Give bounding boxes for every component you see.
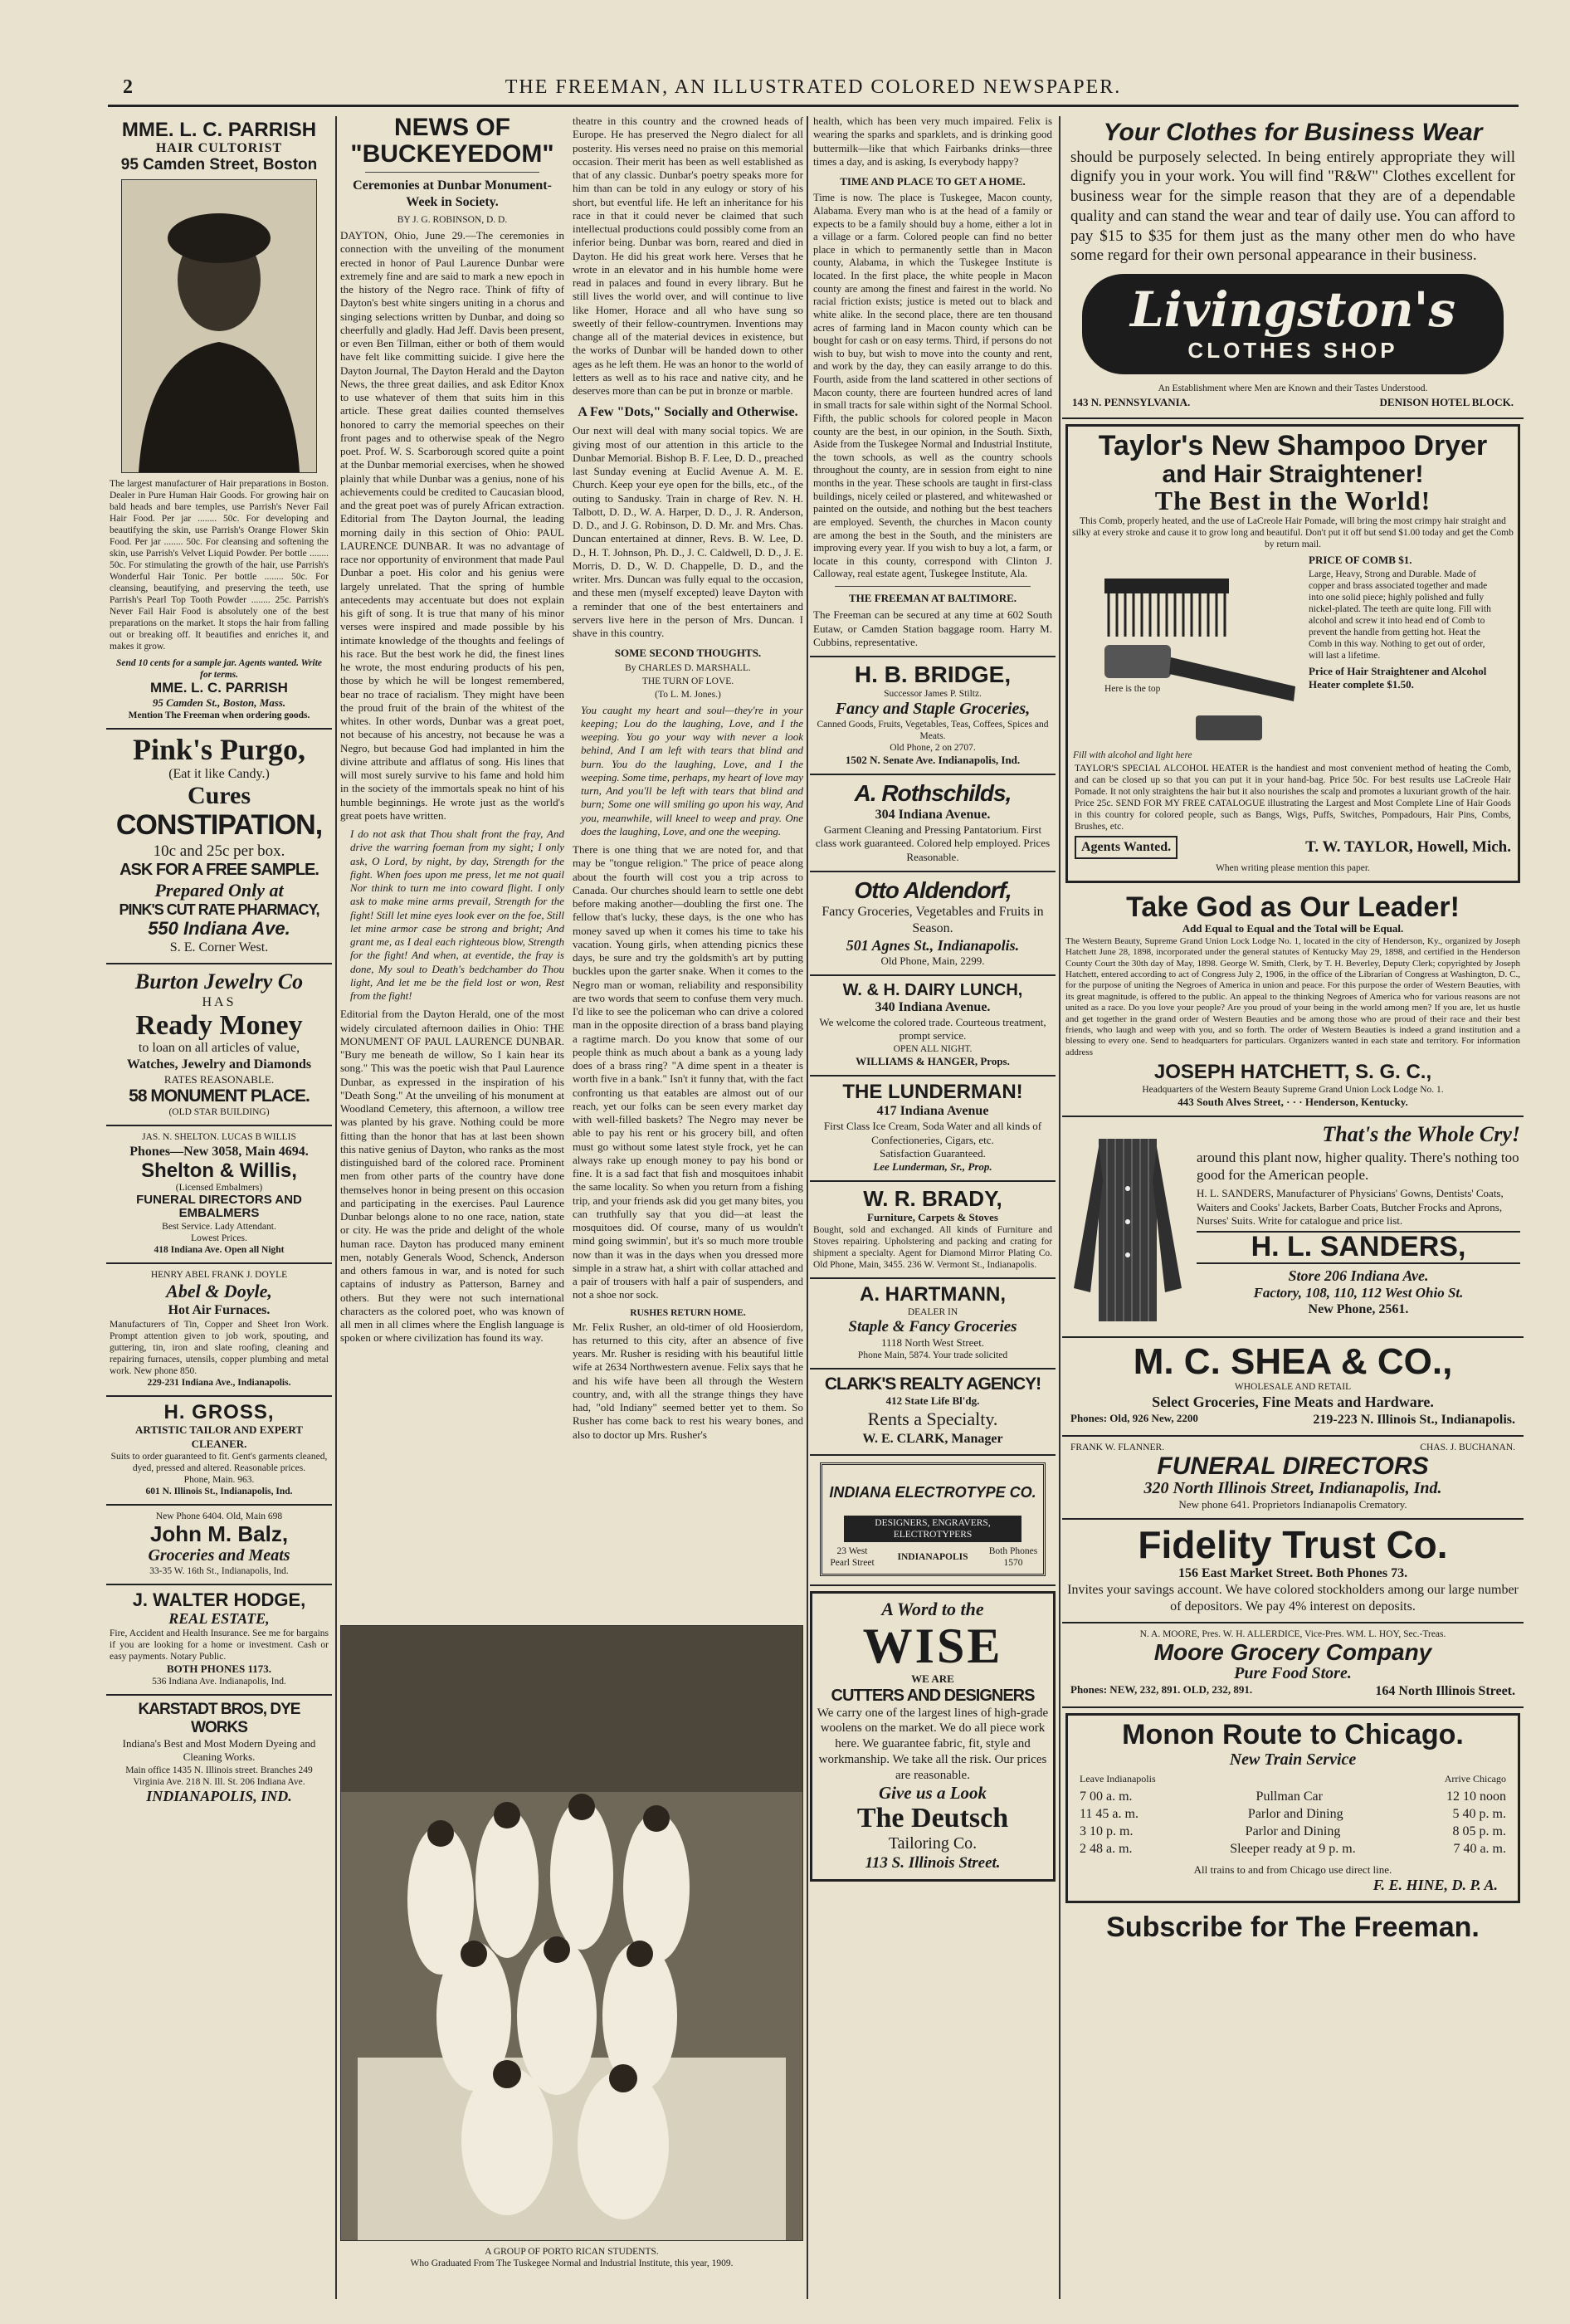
comb-desc: Large, Heavy, Strong and Durable. Made of copper and brass associated together and made into one solid piece; highly polished and fully nickel-plated. The teeth are quite long. Fill with alcohol and screw it into head end of Comb to prevent the handle from getting hot. Heat the Comb in this way. Nothing to get out of order, will last a lifetime.	[1309, 569, 1491, 662]
parrish-sample: Send 10 cents for a sample jar. Agents wanted. Write for terms.	[115, 658, 323, 681]
moore-row	[1070, 1683, 1515, 1700]
hodge-trade: REAL ESTATE,	[168, 1609, 270, 1627]
deutsch-text: We carry one of the largest lines of high-grade woolens on the market. We do all piece work here. We guarantee fabric, fit, style and workmanship. We take all the risk. Our prices are reasonable.	[817, 1706, 1049, 1782]
abel-firm: Abel & Doyle,	[166, 1280, 272, 1301]
deutsch-tailoring: Tailoring Co.	[888, 1834, 978, 1853]
thoughts-text: There is one thing that we are noted for, and that may be "tongue religion." The price of peace along about the fourth will cost you a trip across to Canada. Our churches should learn to settle one debt before making another—doubling the first one. The fellow that's lucky, these days, is the one who has money saved up when it comes his time to take his vacation. Young girls, when attending picnics these days, be sure and try the goldsmith's art by putting buckles upon the garter snake. When it comes to the Negro man or woman, reliability and responsibility are two words that seem to confuse them very much. I'd like to see the policeman who can drive a colored man in the opposite direction of a brass band playing a ragtime march. Do you know that some of our people think as much about a bank as a young lady does of a brass ring? "A dime spent in a theater is worth five in a bank." Isn't it funny that, with the fact confronting us that eatables are almost out of our reach, yet our folks can be seen every market day with well-filled baskets? The Negro may never be able to pay his rent or his grocery bill, and often must go without some latest style frock, yet he can always rake up enough money to pay his bond or fine. It is a sad fact that fish and mosquitoes inhabit the same locality. So when you return from a fishing trip, and your friends ask did you get many bites, you can truthfully say that you did—at least the mosquitoes did. Of course, many of us wouldn't mind going swimmin', but it's so much more trouble now than it was in the days when you dressed more simple in a straw hat, a shirt with collar attached and a pair of trousers with half a pair of suspenders, and not a shoe nor sock.	[573, 843, 803, 1301]
taylor-details	[1309, 554, 1501, 761]
column-3	[810, 115, 1056, 2306]
burton-rates: RATES REASONABLE.	[163, 1073, 275, 1086]
parrish-text: The largest manufacturer of Hair preparations in Boston. Dealer in Pure Human Hair Goods. For growing hair on bald heads and bare temples, use Parrish's Never Fail Hair Food. Per jar ........ 50c. For developing and beautifying the skin, use Parrish's Orange Flower Skin Food. Per jar ........ 50c. For cleansing and softening the skin, use Parrish's Velvet Liquid Powder. Per bottle ........ 50c. For stimulating the growth of the hair, use Parrish's Wonderful Hair Tonic. Per bottle ........ 50c. For cleansing, beautifying, and preserving the teeth, use Parrish's Pearl Top Tooth Powder ........ 25c. Parrish's Never Fail Hair Food is absolutely one of the best preparations on the market. It stops the hair from falling out or breaking off. It beautifies and enriches it, and makes it grow.	[110, 479, 329, 652]
hodge-ad	[106, 1585, 332, 1697]
monon-car: Pullman Car	[1256, 1789, 1323, 1804]
brady-ad	[810, 1182, 1056, 1279]
purgo-title: Pink's Purgo,	[132, 733, 306, 767]
purgo-corner: S. E. Corner West.	[169, 940, 269, 954]
shelton-ad	[106, 1126, 332, 1263]
column-2	[340, 115, 803, 2306]
clark-rents: Rents a Specialty.	[867, 1409, 998, 1430]
brady-name: W. R. BRADY,	[863, 1186, 1002, 1212]
sanders-name: H. L. SANDERS,	[1197, 1231, 1520, 1264]
electrotype-frame	[820, 1462, 1046, 1577]
shea-phones: Phones: Old, 926 New, 2200	[1070, 1411, 1198, 1424]
karstadt-tag: Indiana's Best and Most Modern Dyeing and Cleaning Works.	[122, 1737, 316, 1764]
hodge-address: 536 Indiana Ave. Indianapolis, Ind.	[152, 1677, 286, 1687]
article-right	[573, 115, 803, 1442]
bridge-phone: Old Phone, 2 on 2707.	[890, 742, 976, 753]
deutsch-look: Give us a Look	[878, 1783, 987, 1804]
article-subhead: Ceremonies at Dunbar Monument-Week in Society.	[353, 178, 552, 209]
aldendorf-ad	[810, 872, 1056, 976]
bridge-name: H. B. BRIDGE,	[854, 662, 1012, 687]
article-text-2: Editorial from the Dayton Herald, one of the most widely circulated afternoon dailies in Ohio: THE MONUMENT OF PAUL LAURENCE DUNBAR. "Bury me beneath de willow, So I kain hear its song." This was the poetic wish that Paul Laurence Dunbar, as expressed in the inspiration of his "Death Song." At the unveiling of his monument at Woodland Cemetery, this afternoon, a willow tree was planted by his grave. Nothing could be more fitting than the honor that has at last been shown this native genius of Dayton, who ranks as the most distinguished bard of the colored race. Prominent men from other parts of the country have done themselves honor in being present on this occasion and participating in the exercises. Paul Laurence Dunbar belongs alone to no one race, nation, state or city. He was the pride and delight of the whole human race. Dayton has produced many eminent men, notably Generals Wood, Schenck, Anderson and others famous in war, and is noted for such captains of industry as Patterson, Barney and others. But they were not such international characters as the colored poet, who was known of all men in all climes where the English language is spoken or where civilization has found its way.	[340, 1008, 564, 1345]
karstadt-city: INDIANAPOLIS, IND.	[146, 1787, 292, 1804]
monon-head: Monon Route to Chicago.	[1122, 1719, 1464, 1751]
rothschild-text: Garment Cleaning and Pressing Pantatorium. First class work guaranteed. Colored help employed. Prices Reasonable.	[815, 823, 1051, 863]
shelton-firm: Shelton & Willis,	[141, 1159, 297, 1182]
livingston-text: should be purposely selected. In being entirely appropriate they will dignify you in your work. You will find "R&W" Clothes excellent for business wear for the simple reason that they are of a dependable quality and can stand the wear and tear of daily use. You can afford to pay $15 to $35 for them just as the many other men do who have some regard for their own personal appearance in their business.	[1070, 148, 1515, 265]
shelton-names: JAS. N. SHELTON. LUCAS B WILLIS	[142, 1132, 296, 1143]
masthead-title: THE FREEMAN, AN ILLUSTRATED COLORED NEWSPAPER.	[505, 76, 1122, 98]
aldendorf-phone: Old Phone, Main, 2299.	[880, 954, 985, 967]
taylor-head: Taylor's New Shampoo Dryer	[1098, 429, 1488, 461]
livingston-address-row	[1072, 396, 1514, 409]
photo-caption-2: Who Graduated From The Tuskegee Normal and Industrial Institute, this year, 1909.	[410, 2258, 734, 2269]
clark-name: CLARK'S REALTY AGENCY!	[824, 1374, 1041, 1394]
lunderman-ad	[810, 1077, 1056, 1182]
brady-text: Bought, sold and exchanged. All kinds of Furniture and Stoves repairing. Upholstering and packing and crating for shipment a specialty. Agent for Diamond Mirror Plating Co. Old Phone, Main, 3455. 236 W. Vermont St., Indianapolis.	[813, 1225, 1052, 1271]
bridge-address: 1502 N. Senate Ave. Indianapolis, Ind.	[845, 753, 1021, 766]
purgo-sub: (Eat it like Candy.)	[168, 767, 270, 782]
subscribe-ad	[1062, 1908, 1524, 1950]
bridge-text: Canned Goods, Fruits, Vegetables, Teas, Coffees, Spices and Meats.	[817, 719, 1049, 741]
parrish-address-2: 95 Camden St., Boston, Mass.	[152, 696, 286, 710]
monon-arr: 8 05 p. m.	[1452, 1824, 1506, 1838]
deutsch-we-are: WE ARE	[911, 1672, 954, 1686]
sanders-cry: That's the Whole Cry!	[1322, 1121, 1520, 1146]
fidelity-text: Invites your savings account. We have colored stockholders among our large number of depositors. We pay 4% interest on deposits.	[1067, 1582, 1519, 1614]
sanders-text-block	[1197, 1122, 1520, 1330]
shea-address: 219-223 N. Illinois St., Indianapolis.	[1313, 1412, 1515, 1427]
taylor-ad	[1065, 424, 1520, 883]
taylor-head-2: and Hair Straightener!	[1162, 460, 1424, 488]
heater-text: TAYLOR'S SPECIAL ALCOHOL HEATER is the handiest and most convenient method of heating the Comb, and can be closed up so that you can put it in your hand-bag. Price 50c. For best results use LaCreole Hair Pomade. It not only straightens the hair but it also nourishes the scalp and promotes a luxuriant growth of the hair. Price 25c. SEND FOR MY FREE CATALOGUE illustrating the Largest and Most Complete Line of Hair Goods in this country for colored people, such as Bangs, Wigs, Puffs, Switches, Pompadours, Hair Pins, Combs, Brushes, etc.	[1075, 763, 1511, 832]
electrotype-city: INDIANAPOLIS	[897, 1552, 968, 1563]
funeral-head: FUNERAL DIRECTORS	[1157, 1452, 1429, 1480]
abel-product: Hot Air Furnaces.	[168, 1302, 271, 1317]
abel-address: 229-231 Indiana Ave., Indianapolis.	[147, 1378, 291, 1389]
monon-row	[1080, 1789, 1506, 1806]
sanders-text2: H. L. SANDERS, Manufacturer of Physicians' Gowns, Dentists' Coats, Waiters and Cooks' Jackets, Barber Coats, Butcher Frocks and Aprons, Nurses' Suits. Write for catalogue and price list.	[1197, 1187, 1504, 1227]
electrotype-name: INDIANA ELECTROTYPE CO.	[829, 1483, 1036, 1501]
taylor-illustration-row	[1071, 554, 1514, 761]
livingston-logo-sub: CLOTHES SHOP	[1187, 338, 1398, 363]
balz-trade: Groceries and Meats	[148, 1545, 290, 1565]
column-1	[106, 115, 332, 2306]
monon-note: All trains to and from Chicago use direct line.	[1193, 1863, 1392, 1876]
deutsch-cutters: CUTTERS AND DESIGNERS	[831, 1686, 1035, 1705]
monon-leave: Leave Indianapolis	[1080, 1772, 1156, 1784]
gross-ad	[106, 1397, 332, 1506]
poem-title: THE TURN OF LOVE.	[641, 676, 734, 686]
aldendorf-trade: Fancy Groceries, Vegetables and Fruits in Season.	[822, 904, 1044, 935]
taylor-mention: When writing please mention this paper.	[1216, 862, 1370, 873]
hartmann-ad	[810, 1279, 1056, 1370]
leader-head: Take God as Our Leader!	[1126, 891, 1460, 923]
gross-name: H. GROSS,	[163, 1401, 275, 1424]
purgo-ask: ASK FOR A FREE SAMPLE.	[119, 861, 319, 880]
article-text: DAYTON, Ohio, June 29.—The ceremonies in connection with the unveiling of the monument erected in honor of Paul Laurence Dunbar were extremely fine and are said to mark a new epoch in the history of the Negro race. Think of fifty of Dayton's best white singers uniting in a chorus and singing selections written by Dunbar, and doing so cheerfully and gladly. Had Jeff. Davis been present, or even Ben Tillman, either or both of them would have felt like committing suicide. I give here the Dayton Journal, The Dayton Herald and the Dayton News, the three great dailies, and ask Editor Knox to use whatever of them that suits him in this article. These great dailies counted themselves honored to carry the memorial speeches on their front pages and to otherwise speak of the Negro poet. Prof. W. S. Scarborough scored quite a point at the Dunbar memorial exercises, when he showed plainly that while Dunbar was a genius, none of his achievements could be credited to Caucasian blood, and the great poet was of purely African extraction. Editorial from The Dayton Journal, the leading morning daily in this section of Ohio: PAUL LAURENCE DUNBAR. It was no advantage of race nor opportunity of environment that made Paul Dunbar a poet. His color and his genius were largely unrelated. That the spring of humble antecedents may accentuate but does not explain his gift of song. It is true that many of his minor verses were inspired and made possible by his intimate knowledge of the thoughts and feelings of his race. But the best work he did, the finest lines he wrote, the most enduring products of his pen, those by which he will be longest remembered, bear no trace of racialism. They might have been the proud fruit of the brain of the whitest of the whites. In other words, Dunbar was a great poet, not because of his ancestry, not because he was a Negro, but because God had implanted in him the divine attribute and afflatus of song. His lines that will most surely survive to his fame and hold him in the society of the immortals speak no hint of his humble beginnings. He wrote just as the world's great poets have written.	[340, 229, 564, 822]
clark-address: 412 State Life Bl'dg.	[885, 1394, 980, 1407]
subscribe-text: Subscribe for The Freeman.	[1106, 1911, 1480, 1943]
sanders-ad	[1062, 1117, 1524, 1338]
monon-car: Sleeper ready at 9 p. m.	[1230, 1841, 1356, 1856]
shelton-phones: Phones—New 3058, Main 4694.	[129, 1144, 309, 1159]
monon-row	[1080, 1806, 1506, 1824]
burton-building: (OLD STAR BUILDING)	[168, 1107, 270, 1118]
article-headline: NEWS OF "BUCKEYEDOM"	[350, 115, 554, 168]
lunderman-guar: Satisfaction Guaranteed.	[880, 1146, 986, 1160]
column-4	[1062, 115, 1524, 2306]
taylor-illustration	[1071, 554, 1304, 761]
dairy-props: WILLIAMS & HANGER, Props.	[856, 1054, 1010, 1067]
monon-car: Parlor and Dining	[1247, 1807, 1343, 1822]
rothschild-address: 304 Indiana Avenue.	[875, 808, 991, 823]
students-photo	[340, 1625, 803, 2241]
sanders-text1: around this plant now, higher quality. There's nothing too good for the American people.	[1197, 1149, 1519, 1184]
monon-header	[1080, 1773, 1506, 1786]
tuskegee-text: Time is now. The place is Tuskegee, Macon county, Alabama. Every man who is at the head of a family or expects to be a family should buy a home, either a lot in a village or a farm. Colored people can find no better place in which to permanently settle than in Macon county, Alabama, in which the Tuskegee Institute is located. In the first place, the white people in Macon county are among the finest and fairest in the world. No racial friction exists; justice is meted out to black and white alike. In the second place, there are ten thousand acres of farming land in Macon county which can be bought for cash or on easy terms. Third, if persons do not wish to buy, but wish to move into the county and rent, and work by the day, they can easily arrange to do this. Fourth, aside from the land scattered in other sections of Macon county, there are fourteen hundred acres of land in small tracts for sale within sight of the Normal School. Fifth, the public schools for colored people in Macon county are the best, in our opinion, in the South. Sixth, Aside from the Tuskegee Normal and Industrial Institute, the town schools, as well as the country schools throughout the county, are in session from eight to nine months in the year. These schools are taught in first-class buildings, nicely ceiled or plastered, and whitewashed or painted on the outside, and nothing but the best teachers are employed. Seventh, the churches in Macon county are among the best in the South, and the ministers are improving every year. If you wish to buy a lot, a farm, or locate in this county, correspond with Clinton J. Calloway, real estate agent, Tuskegee Institute, Ala.	[813, 192, 1052, 580]
poem-turn-of-love: You caught my heart and soul—they're in your keeping; Lou do the laughing, Love, and I the weeping. You go your way with never a look behind, And I am left with tears that blind and burn. You do the laughing, Love, and I the weeping. Some time, perhaps, my heart of love may turn, And you'll be left with tears that blind and burn; Some one will smiling go upon his way, And you, meanwhile, will kneel to weep and pray. One does the laughing, Love, and one the weeping.	[581, 703, 803, 837]
karstadt-name: KARSTADT BROS, DYE WORKS	[138, 1701, 300, 1737]
students-photo-image	[341, 1626, 802, 2240]
burton-address: 58 MONUMENT PLACE.	[129, 1086, 310, 1106]
dairy-name: W. & H. DAIRY LUNCH,	[842, 981, 1023, 1000]
shea-trade: Select Groceries, Fine Meats and Hardware.	[1152, 1394, 1434, 1411]
sanders-row	[1065, 1122, 1520, 1330]
balz-name: John M. Balz,	[149, 1521, 289, 1547]
dairy-ad	[810, 976, 1056, 1077]
monon-agent: F. E. HINE, D. P. A.	[1373, 1876, 1498, 1893]
dairy-address: 340 Indiana Avenue.	[875, 1000, 991, 1015]
column-rule	[807, 116, 808, 2299]
baltimore-text: The Freeman can be secured at any time at 602 South Eutaw, or Camden Station baggage room. Harry M. Cubbins, representative.	[813, 608, 1052, 648]
article-byline: BY J. G. ROBINSON, D. D.	[397, 215, 508, 225]
taylor-footer	[1075, 836, 1511, 859]
gross-phone: Phone, Main. 963.	[183, 1474, 255, 1485]
shelton-line1: Best Service. Lady Attendant.	[162, 1221, 276, 1232]
parrish-name-2: MME. L. C. PARRISH	[150, 680, 288, 696]
purgo-pharmacy: PINK'S CUT RATE PHARMACY,	[119, 901, 319, 919]
moore-phones: Phones: NEW, 232, 891. OLD, 232, 891.	[1070, 1683, 1253, 1697]
masthead	[108, 73, 1519, 107]
electrotype-addr-right: Both Phones 1570	[988, 1546, 1038, 1569]
karstadt-offices: Main office 1435 N. Illinois street. Branches 249 Virginia Ave. 218 N. Ill. St. 206 Indiana Ave.	[125, 1765, 313, 1787]
shelton-address: 418 Indiana Ave. Open all Night	[154, 1244, 285, 1255]
leader-name: JOSEPH HATCHETT, S. G. C.,	[1153, 1061, 1432, 1084]
aldendorf-address: 501 Agnes St., Indianapolis.	[846, 936, 1020, 954]
abel-text: Manufacturers of Tin, Copper and Sheet Iron Work. Prompt attention given to job work, spouting, and guttering, tin, iron and slate roofing, cleaning and repairing furnaces, utensils, copper plumbing and metal work. New phone 850.	[110, 1319, 329, 1377]
rothschild-name: A. Rothschilds,	[854, 780, 1012, 807]
deutsch-wise: WISE	[862, 1618, 1003, 1674]
price-both: Price of Hair Straightener and Alcohol Heater complete $1.50.	[1309, 665, 1487, 691]
purgo-cures: Cures	[187, 782, 251, 810]
column-rule	[335, 116, 337, 2299]
deutsch-name: The Deutsch	[856, 1803, 1009, 1834]
poem-strength: I do not ask that Thou shalt front the fray, And drive the warring foeman from my sight; I only ask, O Lord, by night, by day, Strength for the fight. When foes upon me press, let me not quail Nor think to turn me into coward flight. I only ask to make mine arms prevail, Strength for the fight! Still let mine eyes look ever on the foe, Still let mine armor case be strong and bright; And grant me, as I deal each righteous blow, Strength for the fight! And when, at eventide, the fray is done, My soul to Death's bedchamber do Thou light, And let me be the field lost or won, Rest from the fight!	[350, 828, 564, 1003]
parrish-address: 95 Camden Street, Boston	[120, 156, 318, 174]
livingston-address: 143 N. PENNSYLVANIA.	[1072, 395, 1191, 408]
aldendorf-name: Otto Aldendorf,	[854, 876, 1012, 903]
bridge-trade: Fancy and Staple Groceries,	[835, 699, 1031, 718]
parrish-mention: Mention The Freeman when ordering goods.	[128, 710, 310, 721]
fidelity-name: Fidelity Trust Co.	[1138, 1523, 1448, 1567]
baltimore-head: THE FREEMAN AT BALTIMORE.	[848, 592, 1017, 604]
bridge-succ: Successor James P. Stiltz.	[884, 688, 982, 699]
sanders-store: Store 206 Indiana Ave.	[1288, 1267, 1429, 1284]
hodge-text: Fire, Accident and Health Insurance. See me for bargains if you are looking for a home or investment. Cash or easy payments. Notary Public.	[110, 1628, 329, 1662]
moore-name: Moore Grocery Company	[1153, 1638, 1432, 1665]
monon-dep: 3 10 p. m.	[1080, 1824, 1134, 1838]
moore-sub: Pure Food Store.	[1234, 1664, 1352, 1683]
burton-loan: to loan on all articles of value,	[138, 1041, 300, 1056]
thoughts-head: SOME SECOND THOUGHTS.	[614, 647, 762, 660]
jacket-icon	[1065, 1122, 1190, 1330]
burton-name: Burton Jewelry Co	[134, 969, 304, 994]
hartmann-name: A. HARTMANN,	[860, 1283, 1006, 1306]
monon-arr: 5 40 p. m.	[1452, 1807, 1506, 1822]
thoughts-by: By CHARLES D. MARSHALL.	[625, 662, 751, 673]
parrish-role: HAIR CULTORIST	[155, 141, 283, 156]
sanders-phone: New Phone, 2561.	[1308, 1301, 1409, 1316]
monon-row	[1080, 1841, 1506, 1858]
purgo-address: 550 Indiana Ave.	[148, 918, 290, 940]
comb-icon	[1071, 554, 1304, 761]
leader-text: The Western Beauty, Supreme Grand Union Lock Lodge No. 1, located in the city of Henderson, Ky., organized by Joseph Hatchett June 28, 1898, incorporated under the general statutes of Kentucky May 29, 1898, and certified in the Henderson County Court the 30th day of May, 1898. George W. Smith, Clerk, by T. H. Beverley, Deputy Clerk; copyrighted by Joseph Hatchett, entered according to act of Congress July 2, 1906, in the office of the Librarian of Congress at Washington, D. C., for the purpose of uniting the Negroes of America in union and peace. For this purpose the order of Western Beauties, with its great magnitude, is offered to the public. An appeal to the thinking Negroes of America who for various reasons are not united as a race. Do you love your people? Are you proud of your being in the world among men? If you are, let us hustle and get together in the grand order of Western Beauties and be among those who are proud of their race and their best friends, who laugh and weep with you, and so forth. The order of Western Beauties is indeed a grand institution and a blessing to every one. Send to headquarters for particulars. Organizers wanted in each state and territory. For information address	[1065, 935, 1520, 1057]
baltimore-box	[810, 608, 1056, 657]
abel-names: HENRY ABEL FRANK J. DOYLE	[150, 1269, 288, 1280]
rushes-text: Mr. Felix Rusher, an old-timer of old Hoosierdom, has returned to this city, after an absence of five years. Mr. Rusher is residing with his beautiful little wife at 2634 Northwestern avenue. Felix says that he and his wife have been all through the Western country, and, with all the strange things they have had, "old Indiany" seemed better yet to them. So Rusher has come back to rest his weary bones, and also to doctor up Mrs. Rusher's	[573, 1320, 803, 1441]
livingston-logo: Livingston's	[1130, 281, 1455, 338]
livingston-head: Your Clothes for Business Wear	[1103, 119, 1483, 146]
lunderman-name: THE LUNDERMAN!	[842, 1080, 1023, 1103]
tuskegee-head: TIME AND PLACE TO GET A HOME.	[840, 175, 1026, 188]
rothschild-ad	[810, 775, 1056, 872]
karstadt-ad	[106, 1696, 332, 1812]
leader-sub: Add Equal to Equal and the Total will be Equal.	[1182, 922, 1404, 935]
column-rule	[1059, 116, 1060, 2299]
shea-name: M. C. SHEA & CO.,	[1133, 1340, 1453, 1382]
taylor-text: This Comb, properly heated, and the use of LaCreole Hair Pomade, will bring the most crimpy hair straight and silky at every stroke and cause it to grow long and beautiful. Don't put it off but send $1.00 today and get the Comb by return mail.	[1072, 515, 1514, 549]
balz-phones: New Phone 6404. Old, Main 698	[155, 1511, 283, 1522]
funeral-ad	[1062, 1437, 1524, 1521]
taylor-best: The Best in the World!	[1154, 486, 1431, 516]
monon-arr: 7 40 a. m.	[1453, 1841, 1506, 1856]
photo-caption: A GROUP OF PORTO RICAN STUDENTS.	[485, 2247, 659, 2257]
electrotype-addr-left: 23 West Pearl Street	[830, 1546, 875, 1569]
hartmann-dealer: DEALER IN	[907, 1306, 958, 1317]
dots-head: A Few "Dots," Socially and Otherwise.	[578, 405, 798, 420]
purgo-ad	[106, 730, 332, 964]
shea-sub: WHOLESALE AND RETAIL	[1234, 1382, 1352, 1393]
leader-ad	[1062, 888, 1524, 1117]
moore-officers: N. A. MOORE, Pres. W. H. ALLERDICE, Vice-Pres. WM. L. HOY, Sec.-Treas.	[1139, 1628, 1446, 1639]
gross-text: Suits to order guaranteed to fit. Gent's garments cleaned, dyed, pressed and altered. Reasonable prices.	[110, 1451, 328, 1473]
hodge-phones: BOTH PHONES 1173.	[166, 1662, 272, 1675]
fidelity-address: 156 East Market Street. Both Phones 73.	[1178, 1565, 1408, 1580]
balz-ad	[106, 1506, 332, 1585]
abel-ad	[106, 1264, 332, 1397]
burton-has: HAS	[202, 994, 236, 1009]
funeral-phone: New phone 641. Proprietors Indianapolis Crematory.	[1178, 1498, 1407, 1511]
comb-price: PRICE OF COMB $1.	[1309, 553, 1412, 566]
gross-title: ARTISTIC TAILOR AND EXPERT CLEANER.	[135, 1423, 303, 1450]
livingston-logo-box	[1082, 274, 1504, 374]
article-left	[340, 115, 564, 1442]
gross-address: 601 N. Illinois St., Indianapolis, Ind.	[145, 1487, 293, 1496]
burton-money: Ready Money	[135, 1009, 303, 1041]
taylor-agents: Agents Wanted.	[1075, 836, 1178, 859]
photo-block	[340, 1625, 803, 2269]
electrotype-ad	[810, 1456, 1056, 1587]
bridge-ad	[810, 657, 1056, 775]
shelton-licensed: (Licensed Embalmers)	[175, 1182, 263, 1193]
burton-items: Watches, Jewelry and Diamonds	[126, 1057, 312, 1072]
hartmann-trade: Staple & Fancy Groceries	[848, 1317, 1017, 1335]
funeral-right: CHAS. J. BUCHANAN.	[1420, 1442, 1515, 1452]
funeral-left: FRANK W. FLANNER.	[1070, 1442, 1165, 1452]
monon-dep: 11 45 a. m.	[1080, 1807, 1138, 1822]
dots-text: Our next will deal with many social topics. We are giving most of our attention in this article to the Dunbar Memorial. Bishop B. F. Lee, D. D., preached last Sunday evening at Euclid Avenue A. M. E. Church. Keep your eye open for the bills, etc., of the outing to Sandusky. Train in charge of Rev. N. H. Talbott, D. D., W. A. Harper, D. D., J. R. Anderson, D. D., and J. G. Robinson, D. D. Mr. and Mrs. Chas. Duncan entertained at dinner, Revs. B. W. Lee, D. D., H. T. Johnson, Ph. D., J. C. Caldwell, D. D., J. E. Morris, D. D., W. D. Chappelle, D. D., and the writer. Mrs. Duncan was fully equal to the occasion, and these men (myself excepted) leave Dayton with a reminder that one of the best entertainers and servers live here in the person of Mrs. Duncan. I shave in this country.	[573, 424, 803, 639]
shelton-service: FUNERAL DIRECTORS AND EMBALMERS	[136, 1192, 302, 1221]
funeral-address: 320 North Illinois Street, Indianapolis, Ind.	[1143, 1479, 1442, 1498]
moore-address: 164 North Illinois Street.	[1375, 1684, 1515, 1699]
livingston-block: DENISON HOTEL BLOCK.	[1379, 395, 1514, 408]
hartmann-address: 1118 North West Street.	[880, 1335, 985, 1349]
monon-dep: 7 00 a. m.	[1080, 1789, 1133, 1804]
hodge-name: J. WALTER HODGE,	[132, 1589, 306, 1610]
monon-dep: 2 48 a. m.	[1080, 1841, 1133, 1856]
monon-arr: 12 10 noon	[1446, 1789, 1506, 1804]
monon-car: Parlor and Dining	[1245, 1824, 1341, 1838]
sanders-factory: Factory, 108, 110, 112 West Ohio St.	[1253, 1284, 1464, 1301]
heater-label: Here is the top	[1104, 683, 1161, 694]
shelton-line2: Lowest Prices.	[191, 1233, 247, 1243]
clark-manager: W. E. CLARK, Manager	[862, 1431, 1003, 1446]
divider	[835, 586, 1031, 587]
purgo-ailment: CONSTIPATION,	[115, 808, 323, 841]
clark-ad	[810, 1370, 1056, 1456]
purgo-prepared: Prepared Only at	[154, 880, 284, 901]
divider	[365, 172, 539, 173]
monon-row	[1080, 1824, 1506, 1841]
parrish-ad	[106, 115, 332, 730]
dairy-text: We welcome the colored trade. Courteous treatment, prompt service.	[819, 1016, 1046, 1042]
lunderman-prop: Lee Lunderman, Sr., Prop.	[873, 1160, 992, 1174]
monon-arrive: Arrive Chicago	[1444, 1772, 1506, 1784]
purgo-price: 10c and 25c per box.	[153, 842, 285, 860]
article-columns	[340, 115, 803, 1442]
parrish-name: MME. L. C. PARRISH	[121, 119, 317, 141]
article-text-3: theatre in this country and the crowned heads of Europe. He has preserved the Negro dialect for all posterity. His verses need no praise on this memorial occasion. Their merit has been as well established as that of any classic. Dunbar's poetry speaks more for him than can be told in any eulogy or story of his short, but eventful life. He left an inheritance for his race in that it could never be claimed that such intellectual productions could possibly come from an inferior being. Dunbar was born, reared and died in Dayton. He did his great work here. Verses that he wrote in an elevator and in his humble home were read in palaces and found in every library. But he still lives the world over, and will continue to live like Homer, Horace and all who have sung so sweetly of their fellow-countrymen. Inventions may change all of the material devices in existence, but the works of Dunbar will be handed down to other ages as he left them. He was an honor to the world of letters as well as to his race and native city, and he deserves more than can be put in bronze or marble.	[573, 115, 803, 397]
parrish-portrait	[121, 179, 317, 473]
balz-address: 33-35 W. 16th St., Indianapolis, Ind.	[149, 1565, 289, 1576]
lunderman-address: 417 Indiana Avenue	[876, 1104, 989, 1119]
deutsch-ad	[810, 1591, 1056, 1882]
monon-sub: New Train Service	[1229, 1750, 1357, 1769]
fill-label: Fill with alcohol and light here	[1073, 749, 1192, 760]
shea-row	[1070, 1412, 1515, 1428]
electrotype-tag: DESIGNERS, ENGRAVERS, ELECTROTYPERS	[844, 1516, 1021, 1542]
page-number: 2	[123, 76, 133, 98]
livingston-tag: An Establishment where Men are Known and their Tastes Understood.	[1158, 383, 1428, 393]
lunderman-text: First Class Ice Cream, Soda Water and all kinds of Confectioneries, Cigars, etc.	[823, 1120, 1042, 1146]
monon-ad	[1065, 1713, 1520, 1903]
brady-trade: Furniture, Carpets & Stoves	[867, 1210, 998, 1223]
fidelity-ad	[1062, 1520, 1524, 1623]
leader-hq: Headquarters of the Western Beauty Supreme Grand Union Lock Lodge No. 1.	[1142, 1084, 1444, 1095]
moore-ad	[1062, 1623, 1524, 1708]
poem-author: (To L. M. Jones.)	[655, 689, 721, 700]
shea-ad	[1062, 1338, 1524, 1437]
leader-address: 443 South Alves Street, · · · Henderson, Kentucky.	[1178, 1095, 1408, 1108]
dairy-open: OPEN ALL NIGHT.	[893, 1043, 973, 1054]
hartmann-phone: Phone Main, 5874. Your trade solicited	[857, 1350, 1008, 1360]
deutsch-address: 113 S. Illinois Street.	[865, 1854, 1001, 1872]
rushes-head: RUSHES RETURN HOME.	[630, 1307, 746, 1318]
monon-schedule	[1080, 1789, 1506, 1858]
portrait-image	[122, 180, 316, 472]
deutsch-word: A Word to the	[881, 1599, 984, 1620]
rushes-cont: health, which has been very much impaired. Felix is wearing the sparks and sparklets, and is drinking good buttermilk—like that which Fairbanks drinks—three times a day, and is asking, Is everybody happy?	[813, 115, 1052, 168]
burton-ad	[106, 964, 332, 1127]
taylor-name: T. W. TAYLOR, Howell, Mich.	[1305, 837, 1511, 856]
funeral-names	[1070, 1442, 1515, 1453]
livingston-ad	[1062, 115, 1524, 419]
electrotype-row	[827, 1545, 1038, 1569]
